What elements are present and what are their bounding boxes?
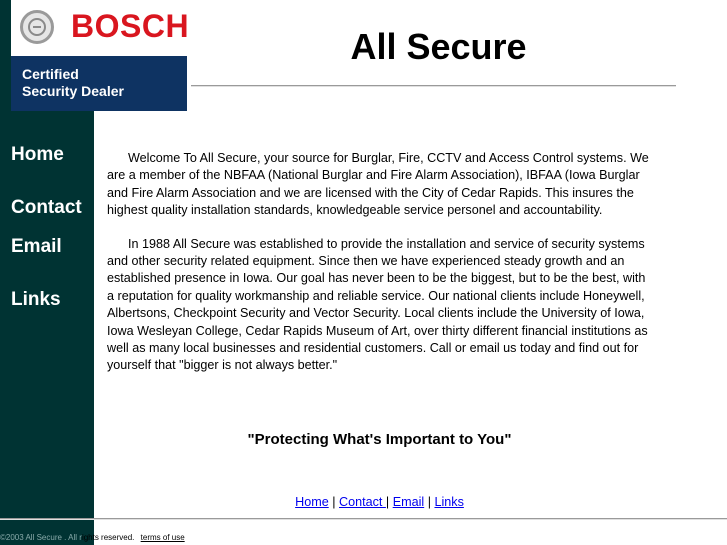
copyright-text: ights reserved. xyxy=(81,533,135,542)
logo-bottom xyxy=(11,56,187,111)
copyright-text-dark: ©2003 All Secure . All r xyxy=(0,533,82,542)
separator: | xyxy=(427,495,431,509)
terms-of-use-link[interactable]: terms of use xyxy=(140,533,185,542)
header-divider xyxy=(191,85,676,87)
nav-email[interactable]: Email xyxy=(11,236,62,257)
bottom-link-links[interactable]: Links xyxy=(434,495,464,509)
footer xyxy=(0,533,185,542)
tagline: "Protecting What's Important to You" xyxy=(247,431,512,448)
bottom-nav xyxy=(107,495,652,509)
cert-line-2: Security Dealer xyxy=(22,83,124,99)
bosch-emblem-icon xyxy=(20,10,54,44)
cert-line-1: Certified xyxy=(22,66,79,82)
brand-name: BOSCH xyxy=(71,8,190,44)
main-content xyxy=(107,150,652,391)
nav-contact[interactable]: Contact xyxy=(11,197,82,218)
footer-divider xyxy=(0,518,727,520)
nav-links[interactable]: Links xyxy=(11,289,61,310)
history-paragraph: In 1988 All Secure was established to provide the installation and service of security systems and other security related equipment. Since then we have experienced steady growth and an established presence in Iowa. Our goal has never been to be the biggest, but to be the best, with a reputation for quality workmanship and reliable service. Our national clients include Honeywell, Albertsons, Checkpoint Security and Vector Security. Local clients include the University of Iowa, Iowa Wesleyan College, Cedar Rapids Museum of Art, over thirty different financial institutions as well as many local businesses and residential customers. Call or email us today and find out for yourself that "bigger is not always better." xyxy=(107,236,648,373)
bottom-link-home[interactable]: Home xyxy=(295,495,329,509)
nav-home[interactable]: Home xyxy=(11,144,64,165)
certification-text xyxy=(22,66,124,100)
separator: | xyxy=(332,495,336,509)
bottom-link-email[interactable]: Email xyxy=(392,495,425,509)
bosch-certified-dealer-logo xyxy=(11,0,190,111)
bottom-link-contact[interactable]: Contact xyxy=(339,495,386,509)
page-title: All Secure xyxy=(350,26,527,67)
logo-top xyxy=(11,0,190,56)
separator: | xyxy=(385,495,390,509)
intro-paragraph: Welcome To All Secure, your source for Burglar, Fire, CCTV and Access Control systems. We are a member of the NBFAA (National Burglar and Fire Alarm Association), IBFAA (Iowa Burglar and Fire Alarm Association and we are licensed with the City of Cedar Rapids. This insures the highest quality installation standards, knowledgeable service personel and accountability. xyxy=(107,151,649,218)
